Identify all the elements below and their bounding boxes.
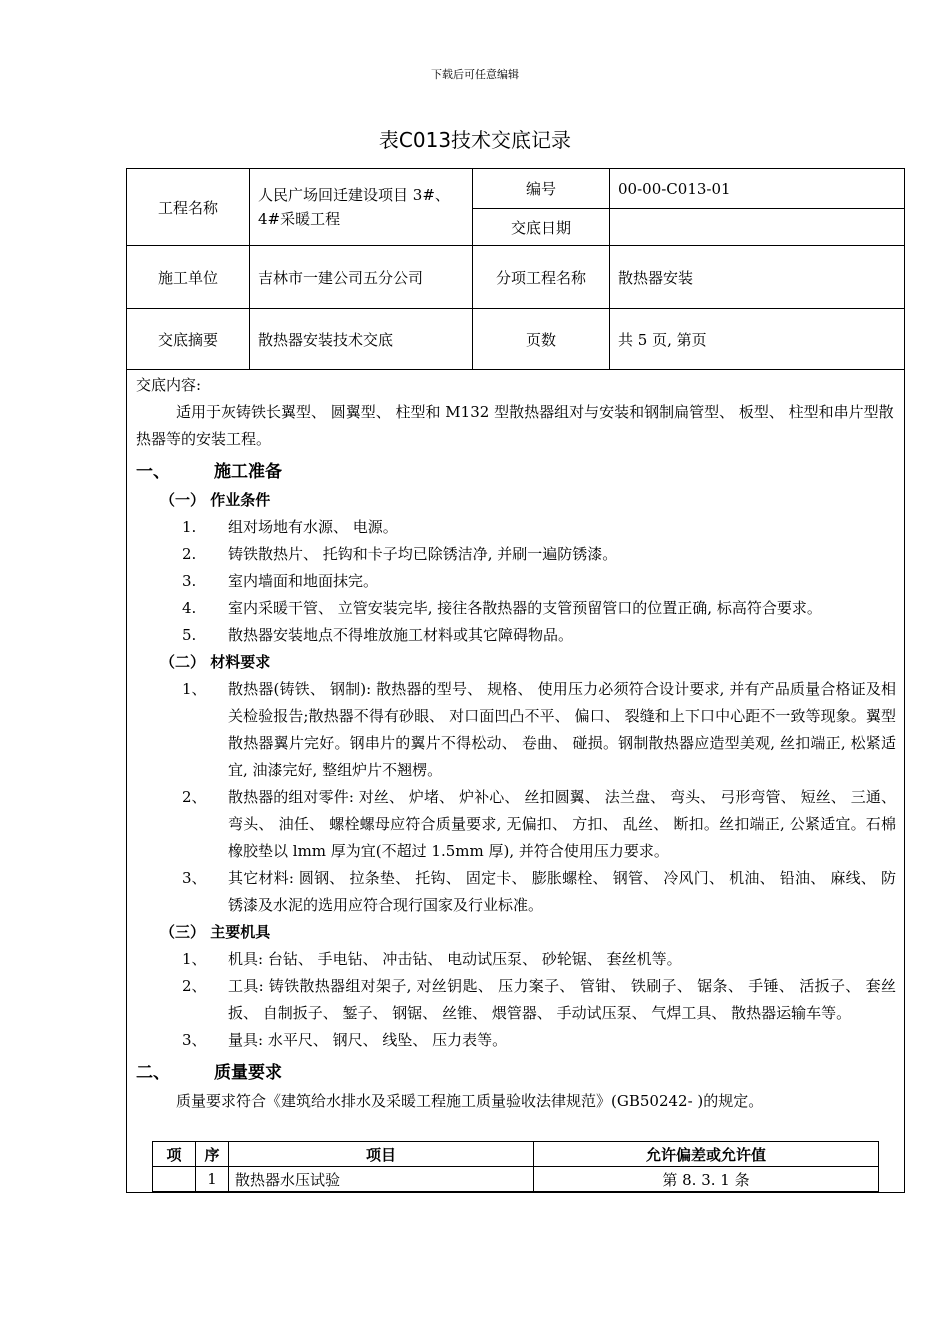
code-label: 编号 — [473, 169, 610, 209]
item-text: 组对场地有水源、 电源。 — [228, 518, 398, 536]
item-text: 机具: 台钻、 手电钻、 冲击钻、 电动试压泵、 砂轮锯、 套丝机等。 — [228, 950, 682, 968]
section-title: 质量要求 — [214, 1063, 282, 1083]
item-number: 1、 — [182, 950, 207, 968]
table-cell — [153, 1167, 196, 1192]
project-name-label: 工程名称 — [127, 169, 250, 246]
list-item — [136, 622, 896, 649]
content-label: 交底内容: — [136, 376, 202, 394]
column-header: 项 — [153, 1142, 196, 1167]
summary-label: 交底摘要 — [127, 309, 250, 370]
pages-label: 页数 — [473, 309, 610, 370]
item-number: 3、 — [182, 1031, 207, 1049]
list-item — [136, 676, 896, 784]
item-text: 室内采暖干管、 立管安装完毕, 接往各散热器的支管预留管口的位置正确, 标高符合要求。 — [228, 599, 822, 617]
unit-value: 吉林市一建公司五分公司 — [250, 246, 473, 309]
item-text: 散热器安装地点不得堆放施工材料或其它障碍物品。 — [228, 626, 574, 644]
item-text: 室内墙面和地面抹完。 — [228, 572, 379, 590]
content-body — [136, 372, 896, 1115]
column-header: 允许偏差或允许值 — [534, 1142, 879, 1167]
list-item — [136, 514, 896, 541]
item-number: 4. — [182, 599, 197, 617]
item-text: 散热器的组对零件: 对丝、 炉堵、 炉补心、 丝扣圆翼、 法兰盘、 弯头、 弓形弯管、 短丝、 三通、 弯头、 油任、 螺栓螺母应符合质量要求, 无偏扣、 方扣、 乱丝、 断扣。丝扣端正, 公紧适宜。石棉橡胶垫以 lmm 厚为宜(不超过 1.5mm 厚), 并符合使用压力要求。 — [228, 788, 896, 860]
intro-paragraph: 适用于灰铸铁长翼型、 圆翼型、 柱型和 M132 型散热器组对与安装和钢制扁管型、 板型、 柱型和串片型散热器等的安装工程。 — [136, 403, 894, 448]
item-number: 1、 — [182, 680, 207, 698]
item-number: 1. — [182, 518, 197, 536]
list-item — [136, 973, 896, 1027]
table-cell: 1 — [196, 1167, 229, 1192]
project-name-value: 人民广场回迁建设项目 3#、4#采暖工程 — [250, 169, 473, 246]
section-heading — [136, 457, 896, 487]
item-number: 5. — [182, 626, 197, 644]
column-header: 序 — [196, 1142, 229, 1167]
item-text: 量具: 水平尺、 钢尺、 线坠、 压力表等。 — [228, 1031, 508, 1049]
list-item — [136, 946, 896, 973]
item-number: 3. — [182, 572, 197, 590]
list — [136, 514, 896, 649]
header-table — [126, 168, 905, 370]
table-row — [153, 1167, 879, 1192]
subsection-heading: （三） 主要机具 — [160, 923, 271, 941]
subsection-heading: （一） 作业条件 — [160, 491, 271, 509]
list-item — [136, 784, 896, 865]
list-item — [136, 865, 896, 919]
section-heading — [136, 1058, 896, 1088]
list-item — [136, 595, 896, 622]
list-item — [136, 1027, 896, 1054]
table-cell: 第 8. 3. 1 条 — [534, 1167, 879, 1192]
date-label: 交底日期 — [473, 209, 610, 246]
document-title: 表C013技术交底记录 — [378, 128, 572, 152]
section-number: 二、 — [136, 1063, 170, 1083]
item-text: 工具: 铸铁散热器组对架子, 对丝钥匙、 压力案子、 管钳、 铁刷子、 锯条、 手锤、 活扳子、 套丝扳、 自制扳子、 錾子、 钢锯、 丝锥、 煨管器、 手动试压泵、 气焊工具、 散热器运输车等。 — [228, 977, 896, 1022]
item-number: 2、 — [182, 977, 207, 995]
section-number: 一、 — [136, 462, 170, 482]
unit-label: 施工单位 — [127, 246, 250, 309]
item-number: 2、 — [182, 788, 207, 806]
table-header-row — [153, 1142, 879, 1167]
item-number: 3、 — [182, 869, 207, 887]
list — [136, 676, 896, 919]
list-item — [136, 568, 896, 595]
table-cell: 散热器水压试验 — [229, 1167, 534, 1192]
section-title: 施工准备 — [214, 462, 282, 482]
quality-paragraph: 质量要求符合《建筑给水排水及采暖工程施工质量验收法律规范》(GB50242- )的规定。 — [176, 1092, 764, 1110]
quality-table — [152, 1141, 879, 1192]
date-value — [610, 209, 905, 246]
top-note: 下载后可任意编辑 — [431, 68, 519, 81]
item-number: 2. — [182, 545, 197, 563]
list — [136, 946, 896, 1054]
item-text: 其它材料: 圆钢、 拉条垫、 托钩、 固定卡、 膨胀螺栓、 钢管、 冷风门、 机油、 铅油、 麻线、 防锈漆及水泥的选用应符合现行国家及行业标准。 — [228, 869, 896, 914]
subsection-heading: （二） 材料要求 — [160, 653, 271, 671]
subproject-value: 散热器安装 — [610, 246, 905, 309]
item-text: 散热器(铸铁、 钢制): 散热器的型号、 规格、 使用压力必须符合设计要求, 并有产品质量合格证及相关检验报告;散热器不得有砂眼、 对口面凹凸不平、 偏口、 裂缝和上下口中心距不一致等现象。翼型散热器翼片完好。钢串片的翼片不得松动、 卷曲、 碰损。钢制散热器应造型美观, 丝扣端正, 松紧适宜, 油漆完好, 整组炉片不翘楞。 — [228, 680, 896, 779]
pages-value: 共 5 页, 第页 — [610, 309, 905, 370]
summary-value: 散热器安装技术交底 — [250, 309, 473, 370]
column-header: 项目 — [229, 1142, 534, 1167]
list-item — [136, 541, 896, 568]
subproject-label: 分项工程名称 — [473, 246, 610, 309]
code-value: 00-00-C013-01 — [610, 169, 905, 209]
item-text: 铸铁散热片、 托钩和卡子均已除锈洁净, 并刷一遍防锈漆。 — [228, 545, 618, 563]
